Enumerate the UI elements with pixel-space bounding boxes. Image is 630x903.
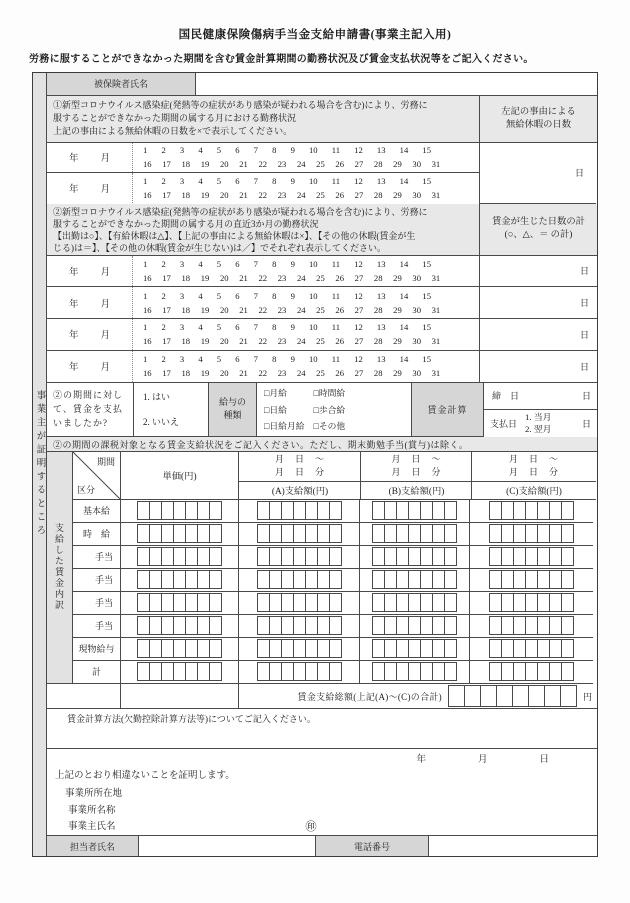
employer-certify-strip bbox=[33, 73, 47, 856]
digit-input-boxes[interactable] bbox=[470, 500, 593, 522]
wage-days-count-cell[interactable]: 日 bbox=[480, 256, 597, 288]
month-label: 月 bbox=[100, 184, 110, 195]
form-instruction: 労務に服することができなかった期間を含む賃金計算期間の勤務状況及び賃金支払状況等をご記入ください。 bbox=[29, 54, 534, 65]
phone-input[interactable] bbox=[429, 836, 597, 856]
wage-row bbox=[73, 615, 597, 638]
cert-statement: 上記のとおり相違ないことを証明します。 bbox=[55, 770, 235, 781]
digit-input-boxes[interactable] bbox=[470, 615, 593, 637]
day-unit: 日 bbox=[574, 168, 584, 179]
digit-box bbox=[444, 547, 457, 566]
wage-amount-cell bbox=[469, 615, 593, 638]
wage-breakdown-table bbox=[47, 452, 597, 684]
section2-calendar-row bbox=[47, 351, 597, 383]
payment-answer-options bbox=[134, 383, 209, 437]
wage-amount-cell bbox=[359, 661, 470, 684]
application-form-table bbox=[32, 72, 598, 857]
wage-amount-cell bbox=[121, 546, 239, 569]
digit-input-boxes[interactable] bbox=[470, 592, 593, 614]
digit-box bbox=[448, 685, 465, 707]
section2-calendar-row bbox=[47, 319, 597, 351]
wage-breakdown-strip bbox=[47, 452, 73, 684]
month-label: 月 bbox=[100, 331, 110, 342]
digit-input-boxes[interactable] bbox=[239, 638, 359, 660]
digit-box bbox=[329, 639, 342, 658]
calendar-row[interactable] bbox=[47, 319, 480, 351]
year-label: 年 bbox=[68, 363, 79, 374]
digit-input-boxes[interactable] bbox=[121, 615, 238, 637]
digit-box bbox=[560, 685, 577, 707]
days-16-31: 16 17 18 19 20 21 22 23 24 25 26 27 28 29 30 31 bbox=[143, 368, 441, 379]
digit-box bbox=[329, 662, 342, 681]
wage-amount-cell bbox=[469, 638, 593, 661]
digit-box bbox=[329, 593, 342, 612]
cert-field-owner[interactable]: 事業主氏名 ㊞ bbox=[47, 818, 597, 835]
insured-name-input[interactable] bbox=[196, 73, 597, 96]
digit-box bbox=[444, 616, 457, 635]
year-label: 年 bbox=[68, 267, 79, 278]
wage-amount-cell bbox=[238, 638, 360, 661]
digit-box bbox=[561, 593, 574, 612]
digit-input-boxes[interactable] bbox=[121, 638, 238, 660]
section1-calendar-block bbox=[47, 143, 597, 204]
digit-box bbox=[444, 639, 457, 658]
digit-input-boxes[interactable] bbox=[470, 638, 593, 660]
digit-input-boxes[interactable] bbox=[121, 661, 238, 683]
wage-amount-cell bbox=[359, 615, 470, 638]
section1-days-count-cell[interactable] bbox=[479, 143, 596, 204]
digit-box bbox=[464, 685, 481, 707]
days-1-15: 1 2 3 4 5 6 7 8 9 10 11 12 13 14 15 bbox=[143, 322, 431, 333]
form-main-area bbox=[47, 73, 597, 856]
wage-row bbox=[73, 638, 597, 661]
digit-box bbox=[209, 616, 222, 635]
wage-amount-cell bbox=[469, 546, 593, 569]
wage-amount-cell bbox=[121, 523, 239, 546]
section2-calendar-row bbox=[47, 287, 597, 319]
digit-box bbox=[444, 593, 457, 612]
digit-input-boxes[interactable] bbox=[360, 523, 469, 545]
checkbox-daily-monthly[interactable]: □日給月給 bbox=[264, 421, 305, 432]
wage-amount-cell bbox=[121, 661, 239, 684]
digit-input-boxes[interactable] bbox=[470, 523, 593, 545]
calendar-row[interactable] bbox=[47, 287, 480, 319]
wage-amount-cell bbox=[238, 592, 360, 615]
wage-days-count-cell[interactable]: 日 bbox=[480, 319, 597, 351]
wage-amount-cell bbox=[469, 569, 593, 592]
digit-box bbox=[544, 685, 561, 707]
digit-box bbox=[561, 662, 574, 681]
contact-name-input[interactable] bbox=[139, 836, 316, 856]
digit-box bbox=[329, 547, 342, 566]
digit-input-boxes[interactable] bbox=[360, 615, 469, 637]
section1-header bbox=[47, 96, 597, 143]
wage-row-label: 手当 bbox=[73, 615, 121, 638]
taxable-instruction-bar: ②の期間の課税対象となる賃金支給状況をご記入ください。ただし、期末勤勉手当(賞与)は除く。 bbox=[47, 437, 597, 452]
checkbox-monthly[interactable]: □月給 bbox=[264, 388, 287, 399]
checkbox-commission[interactable]: □歩合給 bbox=[313, 404, 346, 415]
digit-input-boxes[interactable] bbox=[239, 592, 359, 614]
digit-box bbox=[209, 570, 222, 589]
days-16-31: 16 17 18 19 20 21 22 23 24 25 26 27 28 29 30 31 bbox=[143, 336, 441, 347]
digit-input-boxes[interactable] bbox=[239, 523, 359, 545]
digit-box bbox=[561, 616, 574, 635]
digit-box bbox=[444, 662, 457, 681]
digit-input-boxes[interactable] bbox=[121, 569, 238, 591]
wage-days-count-cell[interactable]: 日 bbox=[480, 351, 597, 383]
wage-row-label: 手当 bbox=[73, 546, 121, 569]
wage-amount-cell bbox=[121, 638, 239, 661]
digit-box bbox=[209, 547, 222, 566]
days-16-31: 16 17 18 19 20 21 22 23 24 25 26 27 28 29 30 31 bbox=[143, 304, 441, 315]
digit-box bbox=[209, 639, 222, 658]
wage-amount-cell bbox=[359, 500, 470, 523]
wage-amount-cell bbox=[238, 615, 360, 638]
wage-row bbox=[73, 523, 597, 546]
month-label: 月 bbox=[100, 154, 110, 165]
certification-block bbox=[47, 749, 597, 836]
checkbox-other[interactable]: □その他 bbox=[313, 421, 346, 432]
wage-amount-cell bbox=[469, 523, 593, 546]
digit-box bbox=[329, 524, 342, 543]
wage-amount-cell bbox=[238, 500, 360, 523]
digit-input-boxes[interactable] bbox=[360, 638, 469, 660]
calc-method-row bbox=[47, 709, 597, 749]
seal-mark: ㊞ bbox=[305, 821, 317, 834]
wage-amount-cell bbox=[121, 500, 239, 523]
digit-box bbox=[528, 685, 545, 707]
pay-day-label: 支払日 bbox=[490, 418, 518, 429]
digit-input-boxes[interactable] bbox=[239, 615, 359, 637]
pay-day-options: 1. 当月 2. 翌月 bbox=[525, 412, 552, 435]
period-a-header[interactable]: 月 日 ～ 月 日 分 bbox=[239, 452, 361, 482]
digit-box bbox=[329, 501, 342, 520]
employer-certify-label: 事業主が証明するところ bbox=[34, 390, 45, 539]
option-yes[interactable]: 1. はい bbox=[143, 392, 171, 403]
wage-total-input-boxes[interactable] bbox=[448, 684, 577, 709]
days-1-15: 1 2 3 4 5 6 7 8 9 10 11 12 13 14 15 bbox=[143, 145, 431, 156]
digit-box bbox=[561, 570, 574, 589]
digit-box bbox=[444, 501, 457, 520]
wage-total-cell bbox=[239, 684, 597, 710]
year-label: 年 bbox=[68, 184, 79, 195]
days-16-31: 16 17 18 19 20 21 22 23 24 25 26 27 28 29 30 31 bbox=[143, 272, 441, 283]
wage-row bbox=[73, 546, 597, 569]
digit-input-boxes[interactable] bbox=[360, 569, 469, 591]
wage-row bbox=[73, 569, 597, 592]
year-label: 年 bbox=[68, 154, 79, 165]
digit-input-boxes[interactable] bbox=[121, 523, 238, 545]
wage-amount-cell bbox=[469, 500, 593, 523]
days-1-15: 1 2 3 4 5 6 7 8 9 10 11 12 13 14 15 bbox=[143, 175, 431, 186]
wage-row-label: 手当 bbox=[73, 592, 121, 615]
phone-label: 電話番号 bbox=[316, 836, 429, 856]
amount-a-header: (A)支給額(円) bbox=[239, 482, 361, 500]
option-no[interactable]: 2. いいえ bbox=[143, 417, 180, 428]
wage-breakdown-label: 支給した賃金内訳 bbox=[54, 523, 64, 612]
wage-row-label: 計 bbox=[73, 661, 121, 684]
corner-period-category-cell bbox=[73, 452, 121, 500]
digit-box bbox=[444, 570, 457, 589]
payment-question: ②の期間に対して、賃金を支払いましたか? bbox=[47, 383, 134, 437]
wage-days-count-cell[interactable]: 日 bbox=[480, 287, 597, 319]
corner-category-label: 区分 bbox=[77, 484, 96, 495]
year-label: 年 bbox=[68, 299, 79, 310]
days-16-31: 16 17 18 19 20 21 22 23 24 25 26 27 28 29 30 31 bbox=[143, 189, 441, 200]
wage-row-label: 時 給 bbox=[73, 523, 121, 546]
digit-box bbox=[561, 524, 574, 543]
amount-c-header: (C)支給額(円) bbox=[472, 482, 596, 500]
closing-day-label: 締 日 bbox=[492, 391, 520, 402]
wage-amount-cell bbox=[359, 569, 470, 592]
digit-box bbox=[561, 501, 574, 520]
section2-right-label: 賃金が生じた日数の計 (○、△、＝ の計) bbox=[480, 204, 597, 256]
insured-name-row bbox=[47, 73, 597, 96]
digit-box bbox=[561, 547, 574, 566]
section2-description: ②新型コロナウイルス感染症(発熱等の症状があり感染が疑われる場合を含む)により、労務に 服することができなかった期間の属する月の直近3か月の勤務状況 【出勤は○】、【有給休暇は△】、【上記の事由による無給休暇は×】、【その他の休暇(賃金が生 じる)は＝】、【その他の休暇(賃金が生じない)は／】でそれぞれ表示してください。 bbox=[47, 204, 480, 256]
wage-calc-label: 賃金計算 bbox=[412, 383, 484, 437]
wage-row-label: 基本給 bbox=[73, 500, 121, 523]
wage-amount-cell bbox=[238, 661, 360, 684]
digit-input-boxes[interactable] bbox=[360, 592, 469, 614]
digit-box bbox=[209, 662, 222, 681]
month-label: 月 bbox=[100, 267, 110, 278]
unit-price-header: 単価(円) bbox=[121, 452, 239, 500]
digit-input-boxes[interactable] bbox=[470, 569, 593, 591]
wage-amount-cell bbox=[469, 592, 593, 615]
calendar-row[interactable] bbox=[47, 173, 480, 203]
period-b-header[interactable]: 月 日 ～ 月 日 分 bbox=[361, 452, 472, 482]
digit-input-boxes[interactable] bbox=[239, 500, 359, 522]
section1-right-label: 左記の事由による 無給休暇の日数 bbox=[480, 96, 597, 143]
digit-input-boxes[interactable] bbox=[239, 661, 359, 683]
wage-row bbox=[73, 661, 597, 684]
month-label: 月 bbox=[100, 363, 110, 374]
month-label: 月 bbox=[100, 299, 110, 310]
salary-type-checkboxes bbox=[257, 383, 412, 437]
year-label: 年 bbox=[68, 331, 79, 342]
digit-input-boxes[interactable] bbox=[470, 546, 593, 568]
salary-type-label: 給与の 種類 bbox=[209, 383, 257, 437]
contact-name-label: 担当者氏名 bbox=[47, 836, 139, 856]
digit-box bbox=[561, 639, 574, 658]
wage-amount-cell bbox=[359, 523, 470, 546]
wage-amount-cell bbox=[121, 592, 239, 615]
days-1-15: 1 2 3 4 5 6 7 8 9 10 11 12 13 14 15 bbox=[143, 258, 431, 269]
digit-input-boxes[interactable] bbox=[121, 592, 238, 614]
digit-input-boxes[interactable] bbox=[470, 661, 593, 683]
section1-description: ①新型コロナウイルス感染症(発熱等の症状があり感染が疑われる場合を含む)により、労務に 服することができなかった期間の属する月における勤務状況 上記の事由による無給休暇の日数を×で表示してください。 bbox=[47, 96, 480, 143]
checkbox-hourly[interactable]: □時間給 bbox=[313, 388, 346, 399]
days-1-15: 1 2 3 4 5 6 7 8 9 10 11 12 13 14 15 bbox=[143, 354, 431, 365]
wage-amount-cell bbox=[238, 569, 360, 592]
digit-box bbox=[209, 524, 222, 543]
pay-day-row[interactable]: 支払日 1. 当月 2. 翌月 日 bbox=[484, 410, 597, 437]
wage-total-row bbox=[47, 684, 597, 710]
section2-calendar-row bbox=[47, 256, 597, 288]
wage-row-label: 現物給与 bbox=[73, 638, 121, 661]
cert-field-address[interactable]: 事業所所在地 bbox=[65, 788, 123, 799]
wage-amount-cell bbox=[359, 592, 470, 615]
digit-box bbox=[496, 685, 513, 707]
digit-input-boxes[interactable] bbox=[121, 500, 238, 522]
wage-row bbox=[73, 592, 597, 615]
wage-amount-cell bbox=[121, 569, 239, 592]
corner-period-label: 期間 bbox=[96, 456, 115, 467]
page-title: 国民健康保険傷病手当金支給申請書(事業主記入用) bbox=[178, 29, 452, 41]
calendar-row[interactable] bbox=[47, 256, 480, 288]
days-1-15: 1 2 3 4 5 6 7 8 9 10 11 12 13 14 15 bbox=[143, 290, 431, 301]
wage-row bbox=[73, 500, 597, 523]
digit-input-boxes[interactable] bbox=[239, 546, 359, 568]
wage-amount-cell bbox=[469, 661, 593, 684]
digit-input-boxes[interactable] bbox=[360, 500, 469, 522]
digit-box bbox=[209, 593, 222, 612]
wage-amount-cell bbox=[121, 615, 239, 638]
digit-box bbox=[329, 616, 342, 635]
digit-box bbox=[480, 685, 497, 707]
digit-input-boxes[interactable] bbox=[121, 546, 238, 568]
digit-box bbox=[444, 524, 457, 543]
calendar-row[interactable] bbox=[47, 351, 480, 383]
section2-header bbox=[47, 204, 597, 256]
wage-amount-cell bbox=[359, 638, 470, 661]
wage-amount-cell bbox=[238, 523, 360, 546]
payment-question-row bbox=[47, 383, 597, 437]
digit-box bbox=[329, 570, 342, 589]
digit-box bbox=[209, 501, 222, 520]
cert-date-line[interactable]: 年 月 日 bbox=[416, 755, 549, 766]
digit-input-boxes[interactable] bbox=[239, 569, 359, 591]
closing-day-row[interactable]: 締 日 日 bbox=[484, 383, 597, 410]
cert-field-office[interactable]: 事業所名称 bbox=[68, 805, 116, 816]
calc-method-note[interactable]: 賃金計算方法(欠勤控除計算方法等)についてご記入ください。 bbox=[47, 709, 597, 749]
days-16-31: 16 17 18 19 20 21 22 23 24 25 26 27 28 29 30 31 bbox=[143, 159, 441, 170]
wage-amount-cell bbox=[238, 546, 360, 569]
calendar-row[interactable] bbox=[47, 143, 480, 173]
period-c-header[interactable]: 月 日 ～ 月 日 分 bbox=[472, 452, 596, 482]
amount-b-header: (B)支給額(円) bbox=[361, 482, 472, 500]
digit-input-boxes[interactable] bbox=[360, 661, 469, 683]
digit-input-boxes[interactable] bbox=[360, 546, 469, 568]
insured-name-label: 被保険者氏名 bbox=[47, 73, 196, 96]
contact-row bbox=[47, 836, 597, 856]
wage-row-label: 手当 bbox=[73, 569, 121, 592]
checkbox-daily[interactable]: □日給 bbox=[264, 404, 287, 415]
wage-rows bbox=[73, 500, 597, 684]
wage-amount-cell bbox=[359, 546, 470, 569]
wage-total-label: 賃金支給総額(上記(A)～(C)の合計) bbox=[297, 691, 442, 702]
yen-unit: 円 bbox=[582, 691, 592, 702]
digit-box bbox=[512, 685, 529, 707]
